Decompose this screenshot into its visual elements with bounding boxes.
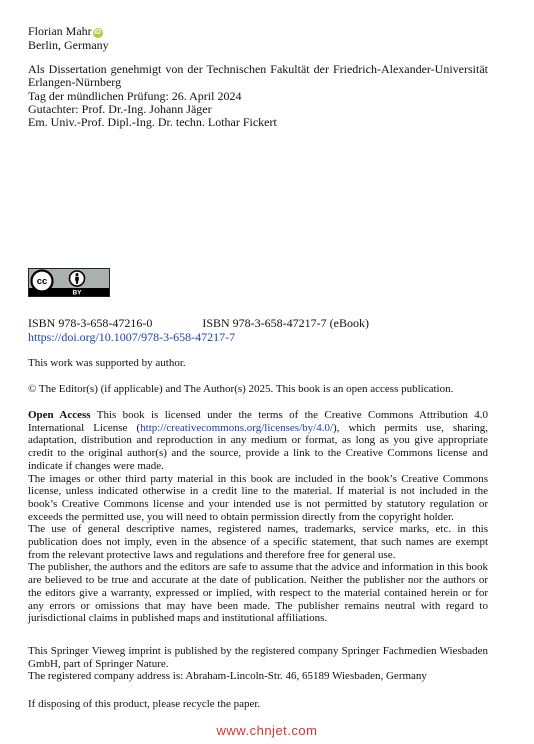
author-name-line <box>28 24 488 38</box>
springer-address: The registered company address is: Abraham-Lincoln-Str. 46, 65189 Wiesbaden, Germany <box>28 670 427 683</box>
orcid-icon[interactable]: iD <box>94 29 102 36</box>
by-label: BY <box>72 289 82 296</box>
doi-link[interactable]: https://doi.org/10.1007/978-3-658-47217-7 <box>28 330 236 344</box>
license-text-a: This book is licensed under the terms of the Creative Commons Attribution 4.0 International License ( <box>28 409 488 434</box>
copyright-note: © The Editor(s) (if applicable) and The Author(s) 2025. This book is an open access publication. <box>28 383 454 395</box>
exam-date: Tag der mündlichen Prüfung: 26. April 2024 <box>28 88 242 103</box>
open-access-paragraph-3: The use of general descriptive names, registered names, trademarks, service marks, etc. in this publication does not imply, even in the absence of a specific statement, that such names are exempt from the relevant protective laws and regulations and therefore free for general use. <box>28 523 488 561</box>
reviewer-2: Em. Univ.-Prof. Dipl.-Ing. Dr. techn. Lothar Fickert <box>28 115 277 130</box>
svg-text:cc: cc <box>36 276 48 288</box>
isbn-ebook: ISBN 978-3-658-47217-7 (eBook) <box>202 316 369 330</box>
open-access-section <box>28 409 488 625</box>
springer-section <box>28 645 488 683</box>
author-location: Berlin, Germany <box>28 38 109 52</box>
author-name: Florian Mahr <box>28 24 92 38</box>
watermark-text: www.chnjet.com <box>216 723 318 738</box>
attribution-person-icon <box>70 271 85 286</box>
open-access-paragraph-1 <box>28 409 488 473</box>
cc-by-license-badge[interactable] <box>28 268 110 297</box>
support-note: This work was supported by author. <box>28 357 186 369</box>
author-section <box>28 24 488 129</box>
dissertation-statement: Als Dissertation genehmigt von der Technischen Fakultät der Friedrich-Alexander-Universität Erlangen-Nürnberg <box>28 62 488 90</box>
isbn-block <box>28 316 369 344</box>
license-link[interactable]: http://creativecommons.org/licenses/by/4.0/ <box>140 421 334 434</box>
cc-icon <box>32 271 53 292</box>
recycle-note: If disposing of this product, please recycle the paper. <box>28 698 261 710</box>
isbn-print: ISBN 978-3-658-47216-0 <box>28 316 153 330</box>
open-access-paragraph-4: The publisher, the authors and the editors are safe to assume that the advice and information in this book are believed to be true and accurate at the date of publication. Neither the publisher nor the authors or the editors give a warranty, expressed or implied, with respect to the material contained herein or for any errors or omissions that may have been made. The publisher remains neutral with regard to jurisdictional claims in published maps and institutional affiliations. <box>28 561 488 625</box>
reviewer-1: Gutachter: Prof. Dr.-Ing. Johann Jäger <box>28 101 212 116</box>
open-access-paragraph-2: The images or other third party material in this book are included in the book’s Creative Commons license, unless indicated otherwise in a credit line to the material. If material is not included in the book’s Creative Commons license and your intended use is not permitted by statutory regulation or exceeds the permitted use, you will need to obtain permission directly from the copyright holder. <box>28 472 488 523</box>
springer-imprint: This Springer Vieweg imprint is published by the registered company Springer Fachmedien Wiesbaden GmbH, part of Springer Nature. <box>28 645 488 670</box>
license-text-b: ), which permits use, sharing, adaptation, distribution and reproduction in any medium or format, as long as you give appropriate credit to the original author(s) and the source, provide a link to the Creative Commons license and indicate if changes were made. <box>28 421 488 472</box>
open-access-heading: Open Access <box>28 409 91 421</box>
dissertation-block <box>28 63 488 129</box>
